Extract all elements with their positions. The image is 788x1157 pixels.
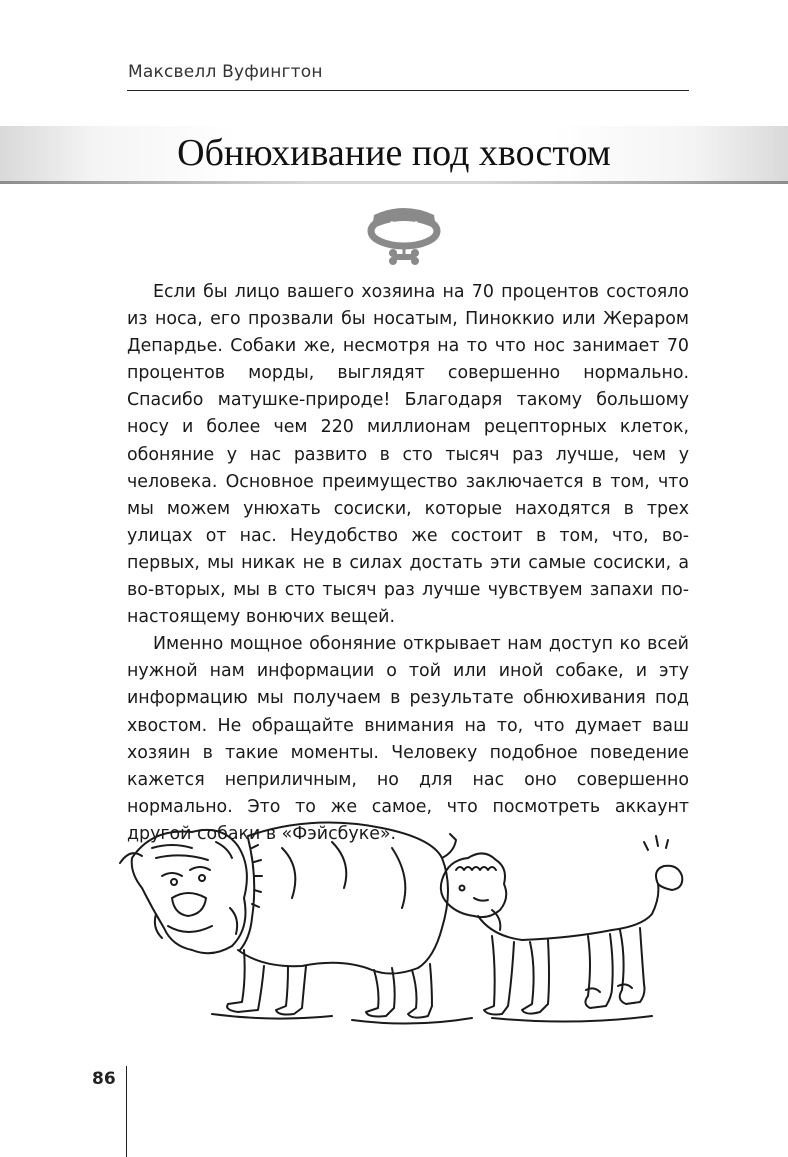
running-head: Максвелл Вуфингтон: [128, 62, 323, 82]
header-rule: [127, 90, 689, 91]
chapter-title: Обнюхивание под хвостом: [177, 132, 611, 174]
folio-rule: [126, 1066, 127, 1157]
body-text: [127, 279, 689, 848]
dog-collar-bone-icon: [366, 203, 442, 267]
paragraph-1: Если бы лицо вашего хозяина на 70 процентов состояло из носа, его прозвали бы носатым, Пиноккио или Жераром Депардье. Собаки же, несмотря на то что нос занимает 70 процентов морды, выглядят совершенно нормально. Спасибо матушке-природе! Благодаря такому большому носу и более чем 220 миллионам рецепторных клеток, обоняние у нас развито в сто тысяч раз лучше, чем у человека. Основное преимущество заключается в том, что мы можем унюхать сосиски, которые находятся в трех улицах от нас. Неудобство же состоит в том, что, во-первых, мы никак не в силах достать эти самые сосиски, а во-вторых, мы в сто тысяч раз лучше чувствуем запахи понастоящему вонючих вещей.: [127, 282, 689, 628]
bulldog-and-poodle-sketch-icon: [112, 818, 702, 1044]
page-number: 86: [92, 1069, 116, 1089]
title-band-rule: [0, 181, 788, 184]
paragraph-2: Именно мощное обоняние открывает нам доступ ко всей нужной нам информации о той или иной собаке, и эту информацию мы получаем в результате обнюхивания под хвостом. Не обращайте внимания на то, что думает ваш хозяин в такие моменты. Человеку подобное поведение кажется неприличным, но для нас оно совершенно нормально. Это то же самое, что посмотреть аккаунт другой собаки в «Фэйсбуке».: [127, 634, 689, 844]
